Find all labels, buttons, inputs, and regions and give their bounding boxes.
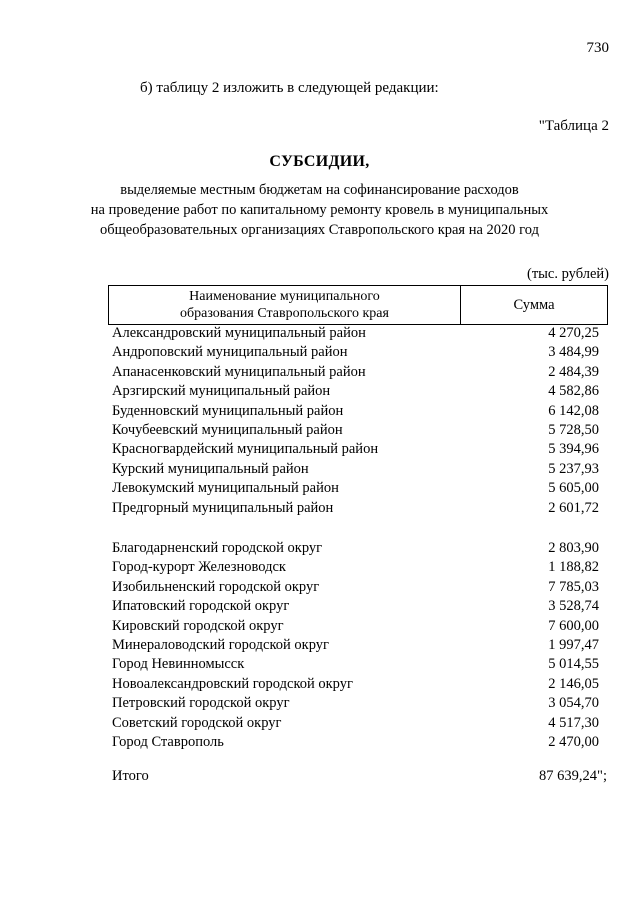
row-name: Апанасенковский муниципальный район	[112, 363, 366, 380]
total-value: 87 639,24";	[539, 768, 607, 784]
table-label: "Таблица 2	[538, 118, 609, 134]
row-value: 3 054,70	[548, 695, 599, 712]
subtitle-line: общеобразовательных организациях Ставропольского края на 2020 год	[100, 222, 539, 238]
row-name: Советский городской округ	[112, 714, 282, 731]
table-row	[112, 363, 599, 382]
okrugs-list	[112, 539, 599, 752]
table-row	[112, 440, 599, 459]
row-value: 5 394,96	[548, 441, 599, 458]
header-name-cell	[109, 286, 461, 324]
row-name: Город Невинномысск	[112, 656, 245, 673]
table-row	[112, 499, 599, 518]
table-row	[112, 382, 599, 401]
table-row	[112, 539, 599, 558]
table-row	[112, 578, 599, 597]
row-name: Андроповский муниципальный район	[112, 344, 348, 361]
districts-list	[112, 324, 599, 518]
row-name: Кировский городской округ	[112, 617, 284, 634]
row-value: 5 237,93	[548, 460, 599, 477]
row-name: Арзгирский муниципальный район	[112, 383, 331, 400]
row-value: 5 014,55	[548, 656, 599, 673]
row-value: 3 528,74	[548, 598, 599, 615]
row-name: Кочубеевский муниципальный район	[112, 421, 343, 438]
document-subtitle	[0, 180, 639, 240]
table-row	[112, 402, 599, 421]
table-row	[112, 460, 599, 479]
row-value: 1 997,47	[548, 636, 599, 653]
row-name: Город Ставрополь	[112, 733, 224, 750]
row-value: 5 728,50	[548, 421, 599, 438]
table-row	[112, 324, 599, 343]
subtitle-line: выделяемые местным бюджетам на софинансирование расходов	[120, 182, 519, 198]
page-number: 730	[586, 40, 609, 56]
table-row	[112, 558, 599, 577]
row-value: 7 785,03	[548, 578, 599, 595]
table-header	[108, 285, 608, 325]
row-value: 5 605,00	[548, 480, 599, 497]
table-row	[112, 655, 599, 674]
header-name-line: Наименование муниципального	[189, 289, 380, 304]
row-value: 2 601,72	[548, 499, 599, 516]
row-value: 4 582,86	[548, 383, 599, 400]
table-row	[112, 694, 599, 713]
row-name: Минераловодский городской округ	[112, 636, 329, 653]
row-name: Александровский муниципальный район	[112, 325, 366, 341]
row-value: 6 142,08	[548, 402, 599, 419]
row-name: Красногвардейский муниципальный район	[112, 441, 379, 458]
subtitle-line: на проведение работ по капитальному ремонту кровель в муниципальных	[90, 202, 549, 218]
row-value: 4 517,30	[548, 714, 599, 731]
row-value: 1 188,82	[548, 559, 599, 576]
row-value: 2 146,05	[548, 675, 599, 692]
table-row	[112, 636, 599, 655]
row-name: Город-курорт Железноводск	[112, 559, 286, 576]
table-row	[112, 675, 599, 694]
total-label: Итого	[112, 768, 149, 784]
row-name: Изобильненский городской округ	[112, 578, 320, 595]
row-value: 2 484,39	[548, 363, 599, 380]
table-row	[112, 733, 599, 752]
row-value: 3 484,99	[548, 344, 599, 361]
row-name: Предгорный муниципальный район	[112, 499, 334, 516]
row-name: Ипатовский городской округ	[112, 598, 290, 615]
table-row	[112, 597, 599, 616]
table-row	[112, 714, 599, 733]
document-title: СУБСИДИИ,	[269, 153, 370, 170]
table-row	[112, 617, 599, 636]
intro-text: б) таблицу 2 изложить в следующей редакции:	[140, 80, 439, 96]
table-row	[112, 343, 599, 362]
row-name: Буденновский муниципальный район	[112, 402, 344, 419]
row-name: Курский муниципальный район	[112, 460, 309, 477]
row-name: Левокумский муниципальный район	[112, 480, 339, 497]
row-name: Благодарненский городской округ	[112, 540, 323, 556]
header-sum-cell: Сумма	[513, 296, 555, 313]
row-value: 4 270,25	[548, 325, 599, 341]
row-value: 7 600,00	[548, 617, 599, 634]
row-name: Новоалександровский городской округ	[112, 675, 353, 692]
table-row	[112, 421, 599, 440]
row-value: 2 803,90	[548, 540, 599, 556]
header-name-line: образования Ставропольского края	[180, 306, 389, 321]
table-row	[112, 479, 599, 498]
row-name: Петровский городской округ	[112, 695, 290, 712]
row-value: 2 470,00	[548, 733, 599, 750]
units-label: (тыс. рублей)	[527, 266, 609, 282]
total-row	[112, 768, 607, 785]
